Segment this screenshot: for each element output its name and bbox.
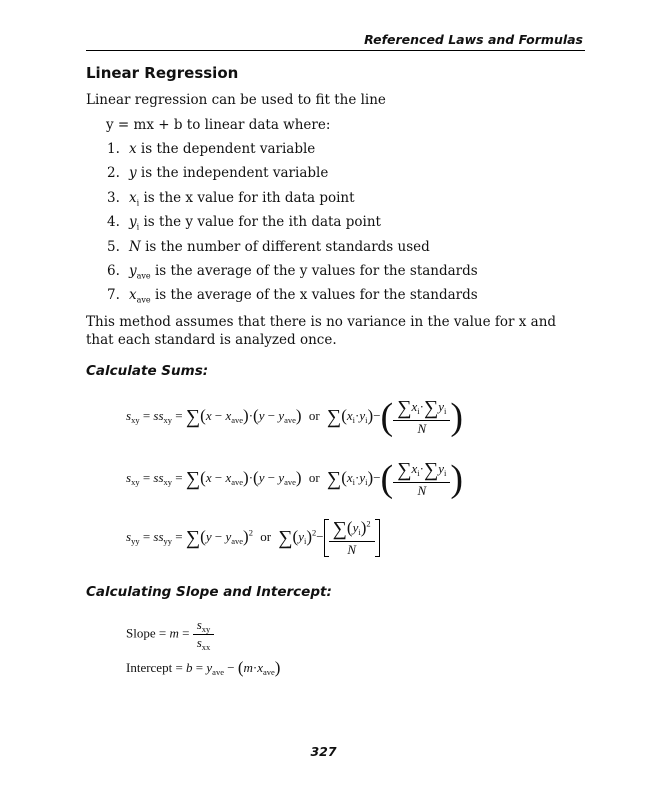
variable: x: [129, 141, 137, 157]
definition-text: is the average of the y values for the standards: [150, 262, 478, 279]
definition-text: is the dependent variable: [136, 141, 316, 157]
list-number: 6.: [107, 262, 120, 279]
intro-text: Linear regression can be used to fit the line: [86, 92, 386, 108]
sums-heading: Calculate Sums:: [86, 363, 209, 379]
variable: y: [129, 165, 137, 182]
sxy-formula-repeat: $s_{xy} = ss_{xy} = \sum(x - x_{ave})\cdot(y - y_{ave})$ or $\sum(x_i\cdot y_i)-$( $\frac{\sum x_i\cdot\sum y_i}{N}$ ): [126, 458, 464, 500]
syy-formula: $s_{yy} = ss_{yy} = \sum(y - y_{ave})^2$ or $\sum(y_i)^2-$ $\frac{\sum(y_i)^2}{N}$: [126, 518, 380, 558]
definition-text: is the y value for the ith data point: [139, 214, 381, 231]
variable: x: [129, 287, 137, 304]
variable-subscript: i: [136, 222, 140, 232]
variable-subscript: i: [136, 198, 140, 208]
definition-text: is the number of different standards used: [140, 238, 430, 255]
slope-heading: Calculating Slope and Intercept:: [86, 584, 332, 600]
list-number: 4.: [107, 214, 120, 231]
intercept-formula: Intercept = $b = y_{ave} - (m\cdot x_{ave})$: [126, 658, 281, 677]
definition-text: is the independent variable: [136, 165, 329, 182]
intro-equation: y = mx + b to linear data where:: [106, 117, 331, 133]
page-number: 327: [310, 744, 337, 759]
sxy-formula: $s_{xy} = ss_{xy} = \sum(x - x_{ave})\cdot(y - y_{ave})$ or $\sum(x_i\cdot y_i)-$( $\frac{\sum x_i\cdot\sum y_i}{N}$ ): [126, 396, 464, 438]
definition-text: is the x value for ith data point: [139, 189, 355, 206]
definition-text: is the average of the x values for the standards: [150, 287, 478, 304]
list-number: 1.: [107, 141, 120, 157]
section-title: Linear Regression: [86, 64, 239, 82]
slope-formula: Slope = m = $\frac{s_{xy}}{s_{xx}}$: [126, 617, 214, 652]
running-head: Referenced Laws and Formulas: [364, 32, 583, 47]
variable-subscript: ave: [136, 296, 151, 306]
method-note: This method assumes that there is no variance in the value for x and that each standard is analyzed once.: [86, 314, 557, 348]
variable: y: [129, 262, 137, 279]
page-header: [86, 30, 585, 51]
list-number: 5.: [107, 238, 120, 255]
variable: x: [129, 189, 137, 206]
variable: N: [129, 238, 141, 255]
list-number: 3.: [107, 189, 120, 206]
list-number: 7.: [107, 287, 120, 304]
list-number: 2.: [107, 165, 120, 182]
variable-subscript: ave: [136, 271, 151, 281]
variable: y: [129, 214, 137, 231]
